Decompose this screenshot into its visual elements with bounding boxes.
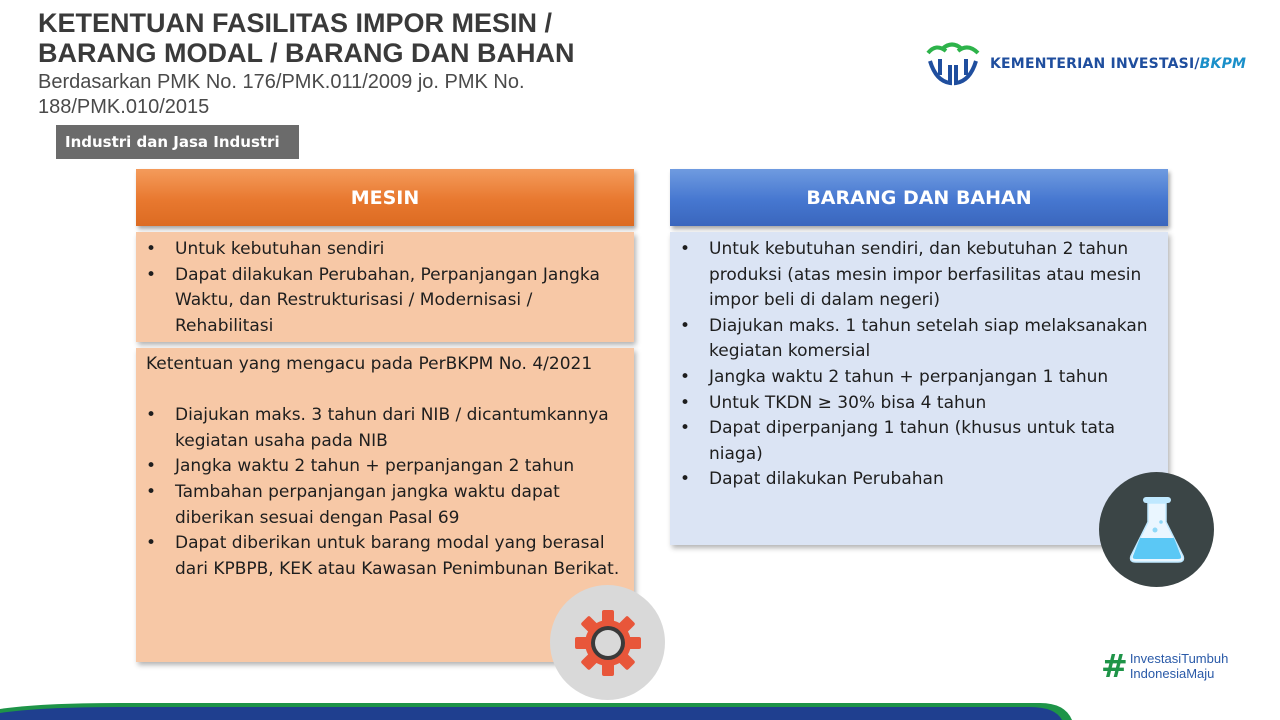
hashtag-slogan — [1101, 648, 1228, 684]
list-item: • Untuk kebutuhan sendiri — [146, 237, 624, 263]
mesin-summary-box — [136, 232, 634, 342]
provision-intro: Ketentuan yang mengacu pada PerBKPM No. 4/2021 — [146, 354, 593, 374]
list-item: • Diajukan maks. 1 tahun setelah siap melaksanakan kegiatan komersial — [680, 314, 1158, 365]
mesin-header: MESIN — [136, 169, 634, 226]
gear-badge — [550, 585, 665, 700]
gear-icon — [573, 608, 643, 678]
barang-bahan-header: BARANG DAN BAHAN — [670, 169, 1168, 226]
list-item: • Dapat dilakukan Perubahan, Perpanjangan Jangka Waktu, dan Restrukturisasi / Modernisasi / Rehabilitasi — [146, 263, 624, 340]
list-item: • Tambahan perpanjangan jangka waktu dapat diberikan sesuai dengan Pasal 69 — [146, 480, 624, 531]
list-item: • Untuk kebutuhan sendiri, dan kebutuhan 2 tahun produksi (atas mesin impor berfasilitas atau mesin impor beli di dalam negeri) — [680, 237, 1158, 314]
flask-badge — [1099, 472, 1214, 587]
ministry-logo — [924, 40, 1254, 88]
ministry-logo-icon — [924, 41, 982, 87]
hashtag-mark: # — [1101, 647, 1128, 685]
footer-stripe — [0, 701, 1280, 720]
hashtag-line-2: IndonesiaMaju — [1129, 666, 1215, 681]
barang-bahan-box — [670, 232, 1168, 545]
list-item: • Diajukan maks. 3 tahun dari NIB / dicantumkannya kegiatan usaha pada NIB — [146, 403, 624, 454]
page-subtitle: Berdasarkan PMK No. 176/PMK.011/2009 jo. PMK No. 188/PMK.010/2015 — [38, 71, 525, 118]
list-item: • Jangka waktu 2 tahun + perpanjangan 2 tahun — [146, 454, 624, 480]
flask-icon — [1125, 494, 1189, 566]
hashtag-line-1: InvestasiTumbuh — [1129, 651, 1229, 666]
category-label: Industri dan Jasa Industri — [56, 125, 299, 159]
list-item: • Jangka waktu 2 tahun + perpanjangan 1 tahun — [680, 365, 1158, 391]
list-item: • Dapat diberikan untuk barang modal yang berasal dari KPBPB, KEK atau Kawasan Penimbunan Berikat. — [146, 531, 624, 582]
list-item: • Dapat dilakukan Perubahan — [680, 467, 1158, 493]
list-item: • Dapat diperpanjang 1 tahun (khusus untuk tata niaga) — [680, 416, 1158, 467]
page-title: KETENTUAN FASILITAS IMPOR MESIN / BARANG MODAL / BARANG DAN BAHAN — [38, 8, 575, 68]
list-item: • Untuk TKDN ≥ 30% bisa 4 tahun — [680, 391, 1158, 417]
ministry-name: KEMENTERIAN INVESTASI/BKPM — [990, 56, 1247, 72]
